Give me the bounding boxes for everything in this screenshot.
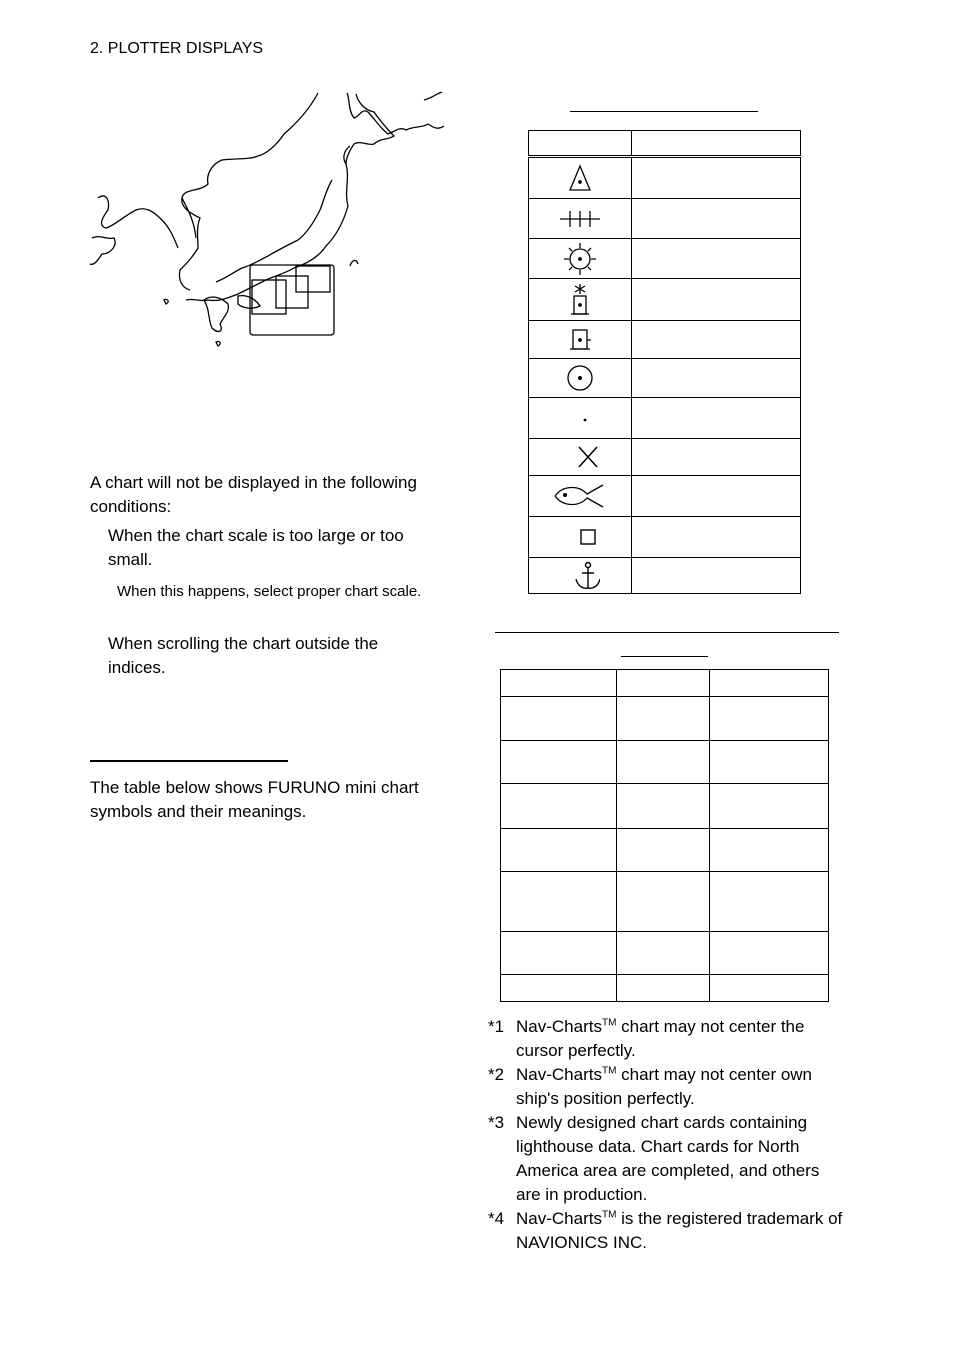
page-header: 2. PLOTTER DISPLAYS [90, 40, 264, 57]
symbol-row [529, 476, 801, 517]
footnote-mark: *1 [488, 1017, 505, 1036]
anchor-icon [560, 561, 600, 591]
grid-row [501, 932, 829, 975]
grid-row [501, 697, 829, 741]
chart-card-table [500, 669, 829, 1002]
symbols-intro: The table below shows FURUNO mini chart symbols and their meanings. [90, 778, 419, 821]
symbol-table-header [529, 131, 801, 157]
symbol-row [529, 199, 801, 239]
symbol-table-title-rule [570, 111, 758, 112]
symbol-row [529, 279, 801, 321]
lighthouse-star-icon [568, 283, 592, 317]
footnote: *4 Nav-Charts™ is the registered trademark of NAVIONICS INC. [488, 1209, 843, 1252]
grid-header-row [501, 670, 829, 697]
grid-row [501, 872, 829, 932]
triangle-dot-icon [568, 164, 592, 192]
section-rule [495, 632, 839, 633]
crossed-line-icon [559, 209, 601, 229]
footnote: *1 Nav-Charts™ chart may not center the cursor perfectly. [488, 1017, 805, 1060]
grid-table-title-rule [621, 656, 708, 657]
symbol-row [529, 517, 801, 558]
symbol-table [528, 130, 801, 594]
footnote-mark: *2 [488, 1065, 505, 1084]
x-mark-icon [560, 445, 600, 469]
grid-row [501, 784, 829, 829]
heading-rule [90, 760, 288, 762]
grid-row [501, 975, 829, 1002]
condition-scale: When the chart scale is too large or too small. [108, 526, 404, 569]
symbol-row [529, 439, 801, 476]
symbol-row [529, 321, 801, 359]
symbol-row [529, 157, 801, 199]
fish-icon [553, 483, 607, 509]
grid-row [501, 741, 829, 784]
symbol-row [529, 239, 801, 279]
condition-scroll: When scrolling the chart outside the indices. [108, 634, 379, 677]
footnote: *3 Newly designed chart cards containing lighthouse data. Chart cards for North America area are completed, and others are in production. [488, 1113, 820, 1204]
footnote: *2 Nav-Charts™ chart may not center own ship's position perfectly. [488, 1065, 813, 1108]
chart-index-map [88, 88, 448, 358]
condition-scale-note: When this happens, select proper chart scale. [117, 583, 422, 600]
grid-row [501, 829, 829, 872]
small-dot-icon [565, 408, 595, 428]
no-display-intro: A chart will not be displayed in the following conditions: [90, 473, 417, 516]
sun-circle-icon [563, 242, 597, 276]
circle-dot-icon [566, 364, 594, 392]
symbol-row [529, 359, 801, 398]
footnote-mark: *4 [488, 1209, 505, 1228]
symbol-row [529, 398, 801, 439]
symbol-row [529, 558, 801, 594]
square-icon [560, 527, 600, 547]
lighthouse-icon [568, 328, 592, 352]
footnote-mark: *3 [488, 1113, 505, 1132]
